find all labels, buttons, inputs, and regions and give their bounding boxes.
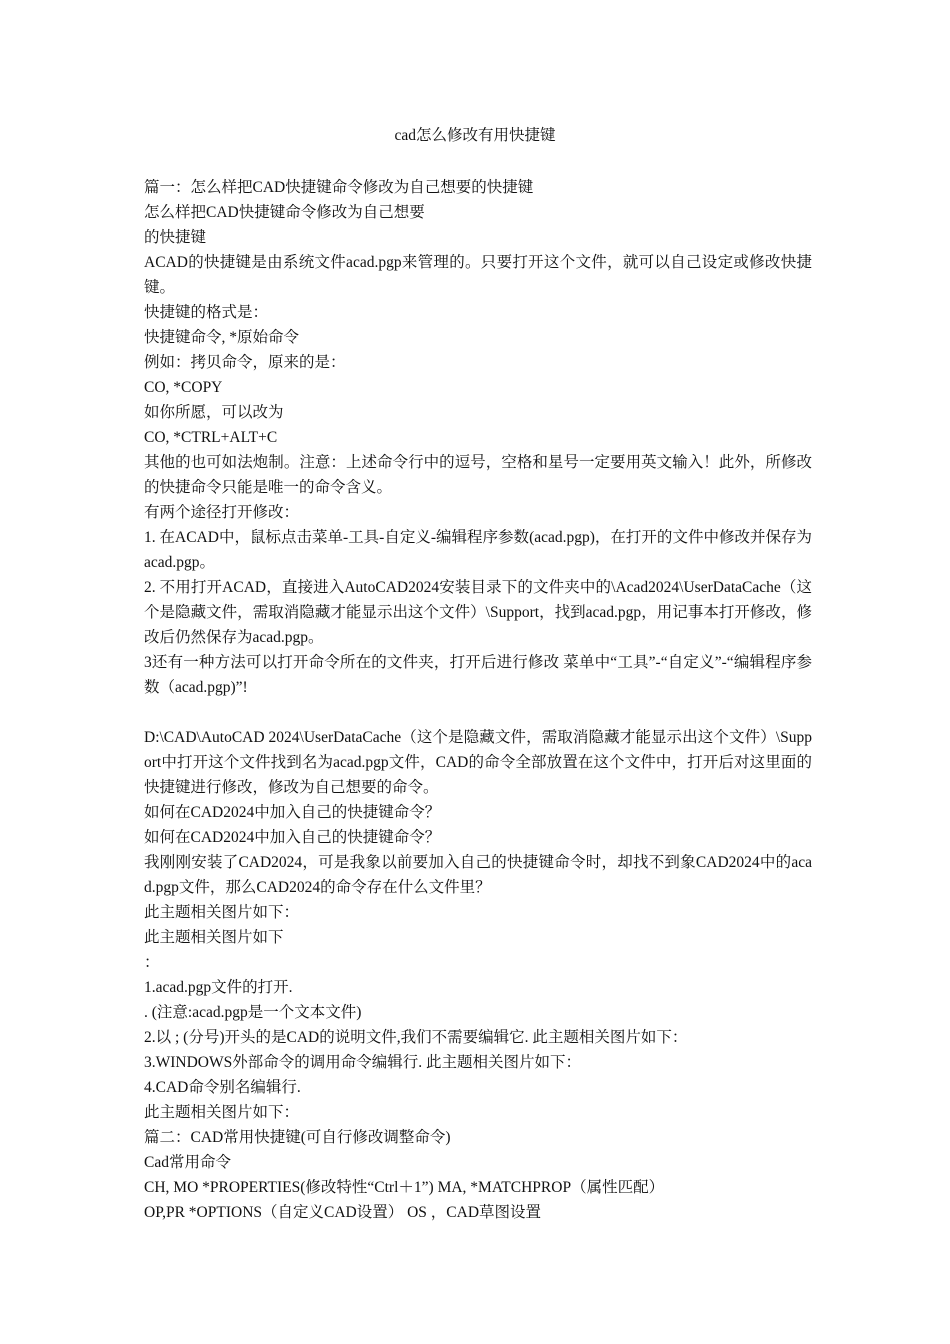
paragraph-line: 此主题相关图片如下： (144, 1104, 300, 1121)
paragraph-line: 2. 不用打开ACAD，直接进入AutoCAD2024安装目录下的文件夹中的\Acad2024\UserDataCache（这个是隐藏文件，需取消隐藏才能显示出这个文件）\Support，找到acad.pgp，用记事本打开修改，修改后仍然保存为acad.pgp。 (144, 579, 812, 646)
paragraph-line: 1.acad.pgp文件的打开. (144, 979, 293, 996)
paragraph-line: 篇二：CAD常用快捷键(可自行修改调整命令) (144, 1129, 451, 1146)
paragraph-line: ACAD的快捷键是由系统文件acad.pgp来管理的。只要打开这个文件，就可以自己设定或修改快捷键。 (144, 254, 812, 296)
paragraph-line: 3还有一种方法可以打开命令所在的文件夹，打开后进行修改 菜单中“工具”-“自定义”-“编辑程序参数（acad.pgp)”! (144, 654, 812, 696)
paragraph-line: OP,PR *OPTIONS（自定义CAD设置） OS ，CAD草图设置 (144, 1204, 542, 1221)
paragraph-line: CO, *CTRL+ALT+C (144, 429, 278, 446)
paragraph-line: 3.WINDOWS外部命令的调用命令编辑行. 此主题相关图片如下： (144, 1054, 581, 1071)
paragraph-line: D:\CAD\AutoCAD 2024\UserDataCache（这个是隐藏文件，需取消隐藏才能显示出这个文件）\Support中打开这个文件找到名为acad.pgp文件，CAD的命令全部放置在这个文件中，打开后对这里面的快捷键进行修改，修改为自己想要的命令。 (144, 729, 812, 796)
paragraph-line: 快捷键命令, *原始命令 (144, 329, 300, 346)
paragraph-line: ： (144, 954, 160, 971)
paragraph-line: 有两个途径打开修改： (144, 504, 300, 521)
paragraph-line: 如何在CAD2024中加入自己的快捷键命令？ (144, 804, 441, 821)
paragraph-line: 如你所愿，可以改为 (144, 404, 284, 421)
paragraph-line: 篇一：怎么样把CAD快捷键命令修改为自己想要的快捷键 (144, 179, 534, 196)
paragraph-line: 1. 在ACAD中，鼠标点击菜单-工具-自定义-编辑程序参数(acad.pgp)，在打开的文件中修改并保存为acad.pgp。 (144, 529, 812, 571)
paragraph-line: 4.CAD命令别名编辑行. (144, 1079, 301, 1096)
document-title: cad怎么修改有用快捷键 (394, 127, 556, 144)
blank-line (144, 700, 812, 725)
paragraph-line: 如何在CAD2024中加入自己的快捷键命令？ (144, 829, 441, 846)
paragraph-line: Cad常用命令 (144, 1154, 231, 1171)
paragraph-line: 例如：拷贝命令，原来的是： (144, 354, 346, 371)
paragraph-line: 快捷键的格式是： (144, 304, 269, 321)
paragraph-line: . (注意:acad.pgp是一个文本文件) (144, 1004, 362, 1021)
document-body (144, 175, 812, 1225)
paragraph-line: 我刚刚安装了CAD2024，可是我象以前要加入自己的快捷键命令时，却找不到象CAD2024中的acad.pgp文件，那么CAD2024的命令存在什么文件里？ (144, 854, 812, 896)
paragraph-line: 其他的也可如法炮制。注意：上述命令行中的逗号，空格和星号一定要用英文输入！此外，所修改的快捷命令只能是唯一的命令含义。 (144, 454, 812, 496)
paragraph-line: CH, MO *PROPERTIES(修改特性“Ctrl＋1”) MA, *MATCHPROP（属性匹配） (144, 1179, 665, 1196)
paragraph-line: 怎么样把CAD快捷键命令修改为自己想要 (144, 204, 425, 221)
paragraph-line: 2.以 ; (分号)开头的是CAD的说明文件,我们不需要编辑它. 此主题相关图片如下： (144, 1029, 688, 1046)
paragraph-line: CO, *COPY (144, 379, 223, 396)
paragraph-line: 此主题相关图片如下 (144, 929, 284, 946)
paragraph-line: 此主题相关图片如下： (144, 904, 300, 921)
paragraph-line: 的快捷键 (144, 229, 207, 246)
